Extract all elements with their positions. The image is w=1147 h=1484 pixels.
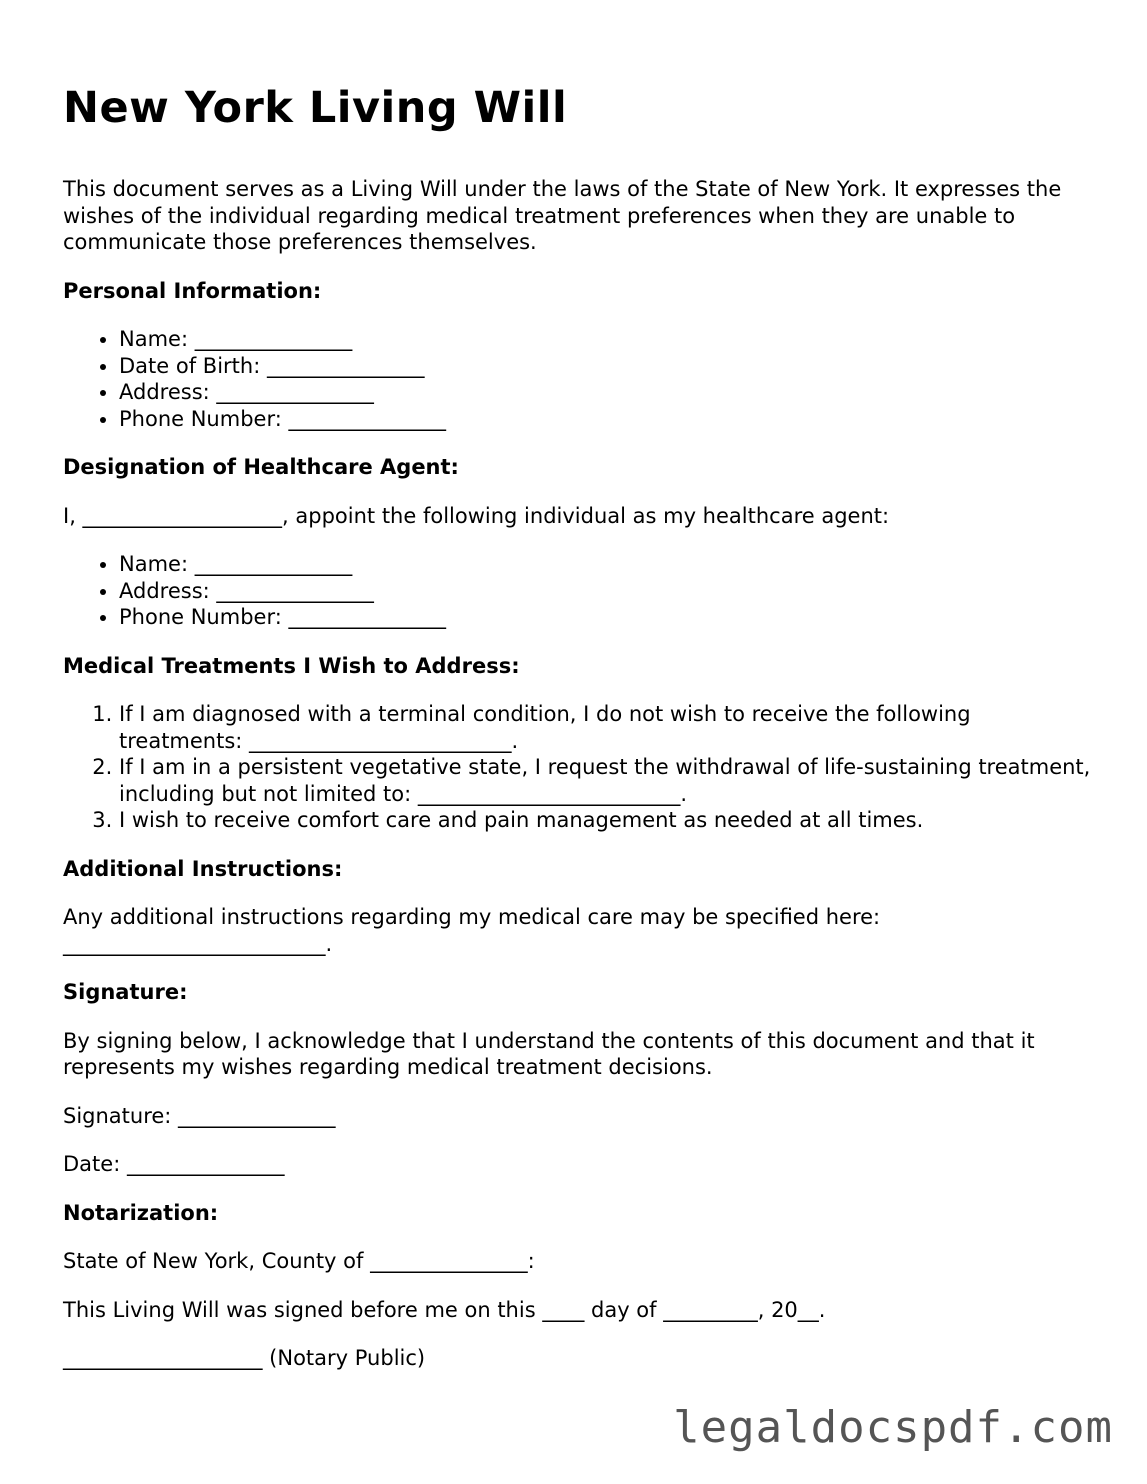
- date-line: Date: _______________: [63, 1152, 285, 1176]
- treatment-item-vegetative: 2. If I am in a persistent vegetative state, I request the withdrawal of life-sustaining treatment, including but not limited to: _________________________.: [119, 754, 1093, 807]
- notary-county-line: State of New York, County of _______________:: [63, 1249, 535, 1273]
- personal-name-field: • Name: _______________: [119, 326, 1093, 353]
- healthcare-agent-heading: Designation of Healthcare Agent:: [63, 455, 459, 479]
- personal-phone-field: • Phone Number: _______________: [119, 406, 1093, 433]
- document-page: [63, 80, 1093, 1394]
- agent-address-field: • Address: _______________: [119, 578, 1093, 605]
- additional-instructions-text: Any additional instructions regarding my medical care may be specified here: _________________________.: [63, 905, 881, 956]
- medical-treatments-list: [63, 701, 1093, 834]
- signature-acknowledgement: By signing below, I acknowledge that I understand the contents of this document and that it represents my wishes regarding medical treatment decisions.: [63, 1028, 1035, 1079]
- treatment-item-terminal: 1. If I am diagnosed with a terminal condition, I do not wish to receive the following treatments: _________________________.: [119, 701, 1093, 754]
- medical-treatments-heading: Medical Treatments I Wish to Address:: [63, 653, 520, 678]
- personal-information-list: [63, 326, 1093, 432]
- agent-phone-field: • Phone Number: _______________: [119, 604, 1093, 631]
- signature-line: Signature: _______________: [63, 1103, 336, 1128]
- agent-name-field: • Name: _______________: [119, 551, 1093, 578]
- notary-signed-line: This Living Will was signed before me on this ____ day of _________, 20__.: [63, 1297, 826, 1322]
- personal-dob-field: • Date of Birth: _______________: [119, 353, 1093, 380]
- agent-list: [63, 551, 1093, 631]
- personal-address-field: • Address: _______________: [119, 379, 1093, 406]
- document-title: New York Living Will: [63, 83, 568, 133]
- additional-instructions-heading: Additional Instructions:: [63, 856, 343, 881]
- notarization-heading: Notarization:: [63, 1200, 219, 1225]
- notary-public-line: ___________________ (Notary Public): [63, 1346, 426, 1370]
- treatment-item-comfort: 3. I wish to receive comfort care and pain management as needed at all times.: [119, 807, 1093, 834]
- personal-information-heading: Personal Information:: [63, 278, 322, 303]
- signature-heading: Signature:: [63, 980, 188, 1004]
- watermark: legaldocspdf.com: [673, 1402, 1113, 1453]
- agent-statement: I, ___________________, appoint the following individual as my healthcare agent:: [63, 503, 890, 528]
- intro-paragraph: This document serves as a Living Will under the laws of the State of New York. It expresses the wishes of the individual regarding medical treatment preferences when they are unable to communicate those preferences themselves.: [63, 177, 1062, 254]
